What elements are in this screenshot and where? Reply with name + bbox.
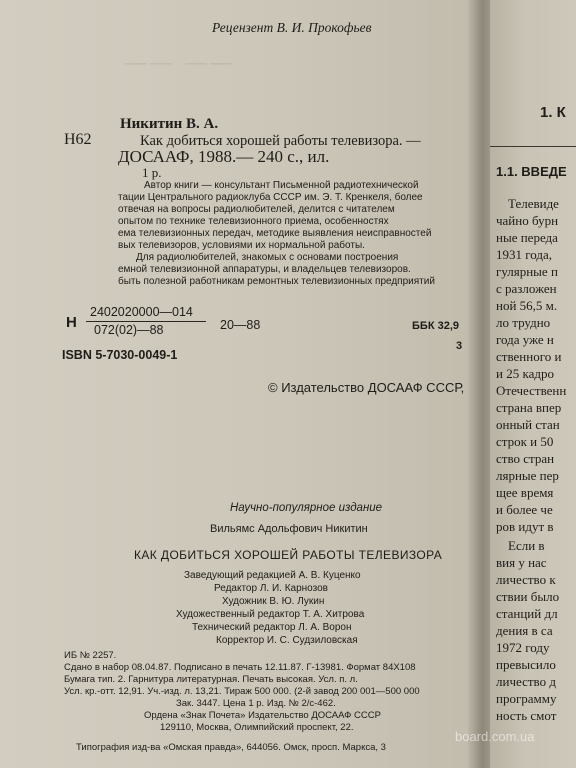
body-line: страна впер [496, 400, 562, 415]
annotation-line: быть полезной работникам ремонтных телевизионных предприятий [118, 276, 435, 287]
body-line: гулярные п [496, 264, 558, 279]
isbn: ISBN 5-7030-0049-1 [62, 348, 178, 362]
udc-code: Н62 [64, 131, 92, 148]
staff-line: Заведующий редакцией А. В. Куценко [184, 570, 361, 581]
annotation-line: вых телевизоров, условиями их нормальной работы. [118, 240, 365, 251]
annotation-line: Для радиолюбителей, знакомых с основами построения [136, 252, 399, 263]
title-line-2: ДОСААФ, 1988.— 240 с., ил. [118, 147, 330, 166]
body-line: 1931 года, [496, 247, 553, 262]
body-line: года уже н [496, 332, 554, 347]
imprint-line: Бумага тип. 2. Гарнитура литературная. Печать высокая. Усл. п. л. [64, 674, 358, 685]
imprint-line: Зак. 3447. Цена 1 р. Изд. № 2/с-462. [176, 698, 336, 709]
code-numerator: 2402020000—014 [90, 305, 193, 319]
body-line: Если в [508, 538, 545, 553]
annotation-line: Автор книги — консультант Письменной радиотехнической [144, 180, 419, 191]
imprint-line: Усл. кр.-отт. 12,91. Уч.-изд. л. 13,21. Тираж 500 000. (2-й завод 200 001—500 000 [64, 686, 420, 697]
code-suffix: 20—88 [220, 318, 261, 332]
ib-number: ИБ № 2257. [64, 650, 117, 661]
chapter-rule [490, 146, 576, 147]
body-line: превысило [496, 657, 556, 672]
body-line: онный стан [496, 417, 560, 432]
annotation-line: тации Центрального радиоклуба СССР им. Э. Т. Кренкеля, более [118, 192, 423, 203]
code-denominator: 072(02)—88 [94, 323, 164, 337]
staff-line: Художественный редактор Т. А. Хитрова [176, 609, 365, 620]
staff-line: Корректор И. С. Судзиловская [216, 635, 358, 646]
body-line: и 25 кадро [496, 366, 554, 381]
imprint-line: Сдано в набор 08.04.87. Подписано в печать 12.11.87. Г-13981. Формат 84Х108 [64, 662, 416, 673]
annotation-line: ема телевизионных передач, методике выявления неисправностей [118, 228, 432, 239]
body-line: чайно бурн [496, 213, 559, 228]
price-line: 1 р. [142, 165, 162, 180]
imprint-line: Ордена «Знак Почета» Издательство ДОСААФ СССР [144, 710, 381, 721]
body-line: ство стран [496, 451, 555, 466]
body-line: щее время [496, 485, 554, 500]
body-line: ров идут в [496, 519, 554, 534]
right-page [490, 0, 576, 768]
body-line: Отечественн [496, 383, 567, 398]
full-author: Вильямс Адольфович Никитин [210, 523, 368, 535]
chapter-heading: 1. К [540, 104, 566, 121]
annotation-line: отвечая на вопросы радиолюбителей, делится с читателем [118, 204, 395, 215]
body-line: строк и 50 [496, 434, 554, 449]
book-title: КАК ДОБИТЬСЯ ХОРОШЕЙ РАБОТЫ ТЕЛЕВИЗОРА [134, 548, 443, 562]
imprint-line: 129110, Москва, Олимпийский проспект, 22. [160, 722, 354, 733]
body-line: станций дл [496, 606, 558, 621]
reviewer-line: Рецензент В. И. Прокофьев [212, 20, 372, 35]
body-line: ность смот [496, 708, 557, 723]
body-line: 1972 году [496, 640, 550, 655]
annotation-line: емной телевизионной аппаратуры, и владельцев телевизоров. [118, 264, 411, 275]
body-line: ной 56,5 м. [496, 298, 558, 313]
annotation-line: опытом по технике телевизионного приема, особенностях [118, 216, 389, 227]
show-through-text: —— —— [124, 52, 236, 74]
body-line: лярные пер [496, 468, 559, 483]
body-line: дения в са [496, 623, 553, 638]
body-line: ственного и [496, 349, 562, 364]
title-line-1: Как добиться хорошей работы телевизора. — [140, 133, 421, 149]
body-line: вия у нас [496, 555, 547, 570]
author-heading: Никитин В. А. [120, 116, 219, 132]
edition-type: Научно-популярное издание [230, 502, 383, 514]
bbk-code: ББК 32,9 [412, 320, 459, 332]
body-line: личество д [496, 674, 556, 689]
staff-line: Художник В. Ю. Лукин [222, 596, 325, 607]
body-line: Телевиде [508, 196, 559, 211]
staff-line: Технический редактор Л. А. Ворон [192, 622, 352, 633]
staff-line: Редактор Л. И. Карнозов [214, 583, 328, 594]
body-line: ствии было [496, 589, 560, 604]
section-heading: 1.1. ВВЕДЕ [496, 164, 567, 179]
code-letter: Н [66, 314, 77, 331]
body-line: ные переда [496, 230, 558, 245]
body-line: ло трудно [496, 315, 551, 330]
body-line: и более че [496, 502, 553, 517]
body-line: программу [496, 691, 557, 706]
site-watermark: board.com.ua [455, 729, 535, 744]
body-line: с разложен [496, 281, 557, 296]
fraction-rule [86, 321, 206, 322]
printer-line: Типография изд-ва «Омская правда», 644056. Омск, просп. Маркса, 3 [76, 742, 386, 753]
body-line: личество к [496, 572, 556, 587]
copyright-line: © Издательство ДОСААФ СССР, [268, 380, 465, 395]
bbk-sub: 3 [456, 340, 463, 352]
